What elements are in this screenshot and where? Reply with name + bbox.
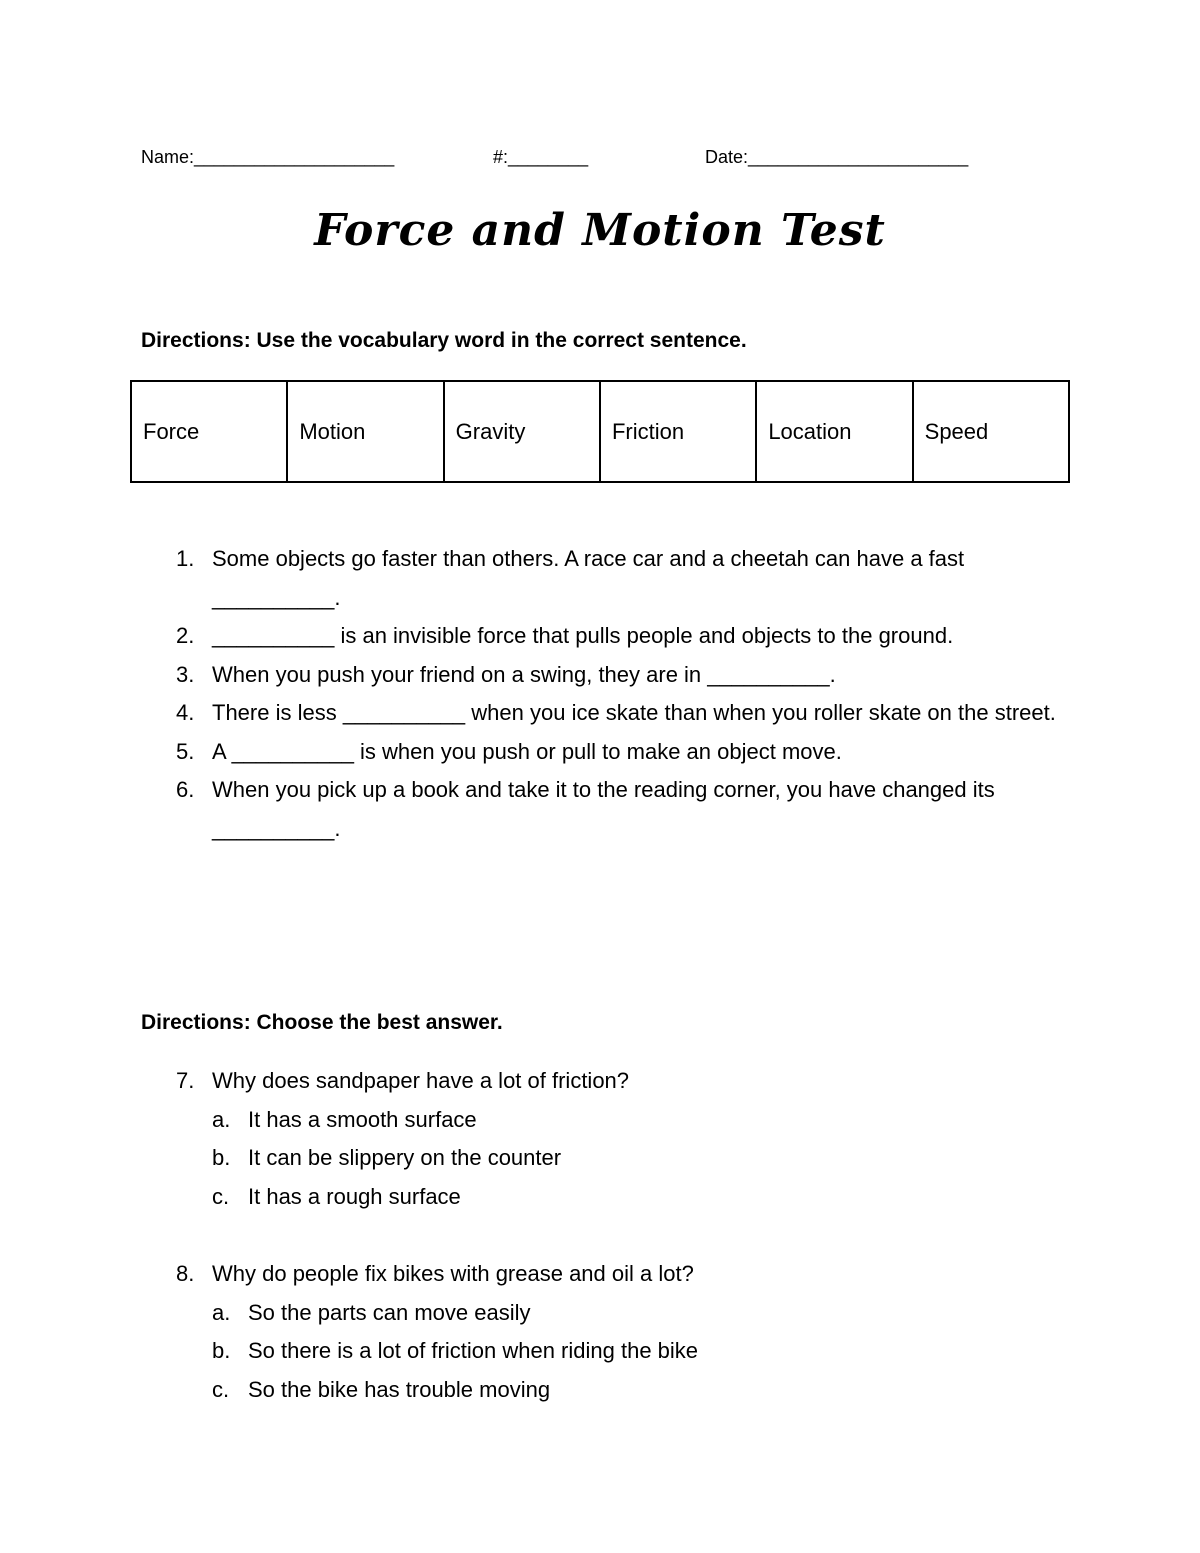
answer-option <box>0 1178 1200 1217</box>
vocab-word: Location <box>756 381 912 482</box>
option-text: It can be slippery on the counter <box>248 1145 562 1170</box>
option-text: So the parts can move easily <box>248 1299 531 1325</box>
fill-in-questions <box>0 540 1200 848</box>
option-text: So there is a lot of friction when riding the bike <box>248 1338 699 1363</box>
question-text: __________ is an invisible force that pulls people and objects to the ground. <box>212 623 954 648</box>
option-letter: c. <box>212 1183 230 1209</box>
vocab-word: Friction <box>600 381 756 482</box>
section1-directions: Directions: Use the vocabulary word in the correct sentence. <box>141 329 747 352</box>
question-number: 7. <box>176 1068 195 1093</box>
answer-option <box>0 1294 1200 1333</box>
page-title: Force and Motion Test <box>314 205 886 256</box>
option-letter: b. <box>212 1338 231 1363</box>
question-number: 2. <box>176 623 195 648</box>
multiple-choice-question <box>0 1062 1200 1216</box>
option-text: It has a rough surface <box>248 1183 461 1209</box>
number-field: #:________ <box>493 147 589 167</box>
question-text: Why do people fix bikes with grease and oil a lot? <box>212 1261 694 1286</box>
option-letter: c. <box>212 1376 230 1402</box>
date-field: Date:______________________ <box>705 147 969 167</box>
vocabulary-row <box>131 381 1069 482</box>
question-text: When you pick up a book and take it to the reading corner, you have changed its __________. <box>212 777 995 841</box>
answer-option <box>0 1139 1200 1178</box>
student-info-row <box>141 143 1001 171</box>
question-text: Some objects go faster than others. A race car and a cheetah can have a fast __________. <box>212 546 965 610</box>
answer-option <box>0 1101 1200 1140</box>
section2-directions: Directions: Choose the best answer. <box>141 1011 503 1034</box>
question-item <box>0 617 1200 656</box>
question-number: 4. <box>176 700 195 725</box>
question-number: 1. <box>176 546 195 571</box>
question-item <box>0 540 1200 617</box>
name-field: Name:____________________ <box>141 147 395 167</box>
question-item <box>0 656 1200 695</box>
question-number: 5. <box>176 738 195 764</box>
option-letter: b. <box>212 1145 231 1170</box>
answer-option <box>0 1332 1200 1371</box>
question-number: 8. <box>176 1261 195 1286</box>
question-item <box>0 694 1200 733</box>
option-text: So the bike has trouble moving <box>248 1376 551 1402</box>
question-item <box>0 1062 1200 1101</box>
vocab-word: Gravity <box>444 381 600 482</box>
question-text: When you push your friend on a swing, they are in __________. <box>212 661 836 687</box>
question-number: 6. <box>176 777 195 802</box>
question-text: Why does sandpaper have a lot of friction? <box>212 1068 630 1093</box>
question-number: 3. <box>176 661 195 687</box>
vocab-word: Force <box>131 381 287 482</box>
option-text: It has a smooth surface <box>248 1106 477 1132</box>
question-item <box>0 733 1200 772</box>
vocabulary-table <box>130 380 1070 483</box>
option-letter: a. <box>212 1299 231 1325</box>
question-text: A __________ is when you push or pull to make an object move. <box>212 738 842 764</box>
question-item <box>0 1255 1200 1294</box>
question-text: There is less __________ when you ice skate than when you roller skate on the street. <box>212 700 1056 725</box>
multiple-choice-question <box>0 1255 1200 1409</box>
question-item <box>0 771 1200 848</box>
vocab-word: Motion <box>287 381 443 482</box>
vocab-word: Speed <box>913 381 1069 482</box>
answer-option <box>0 1371 1200 1410</box>
option-letter: a. <box>212 1106 231 1132</box>
